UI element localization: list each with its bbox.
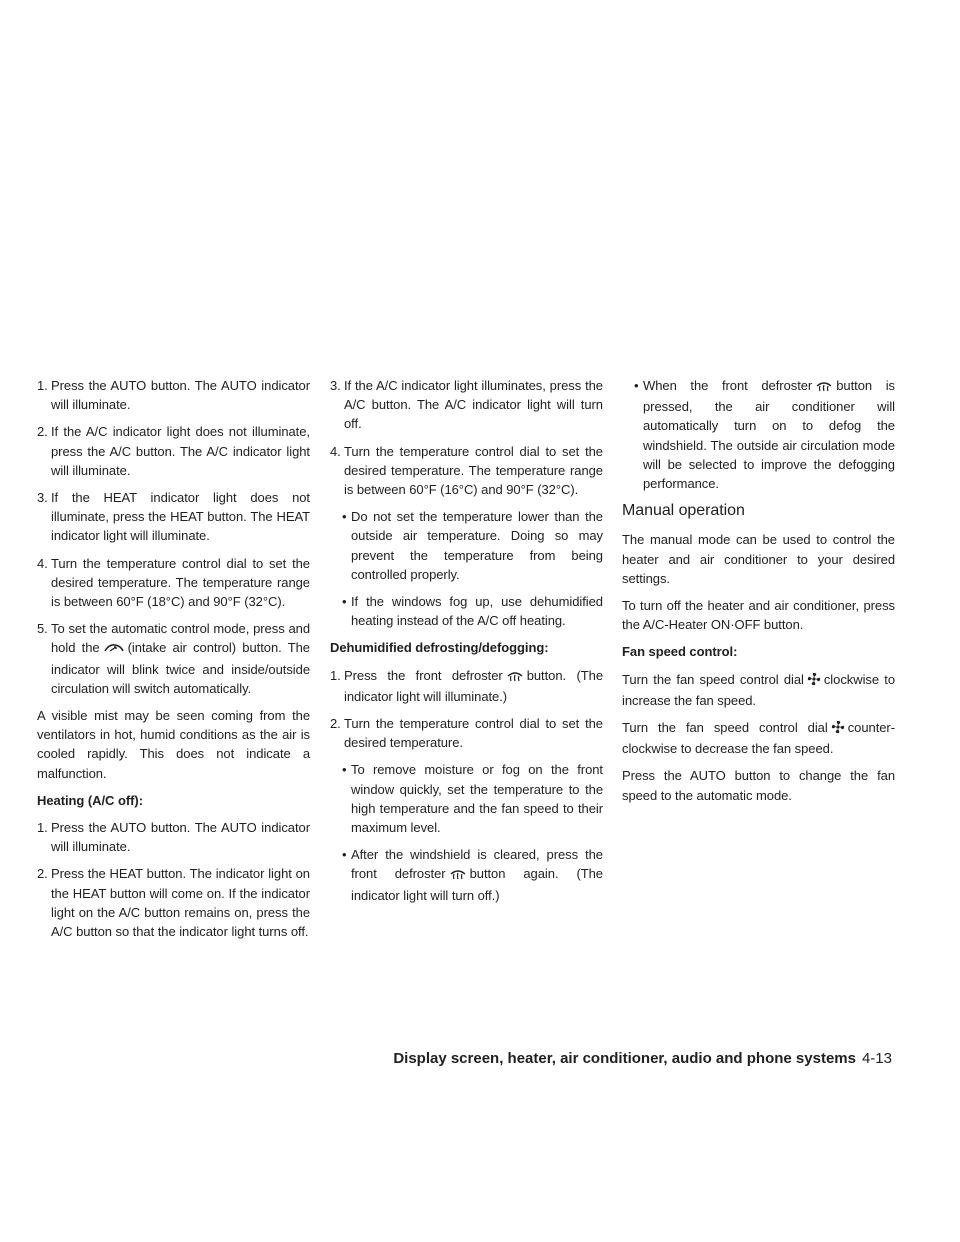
manual-mode-paragraph: The manual mode can be used to control the heater and air conditioner to your desired settings.: [622, 532, 895, 586]
heating-step-4: 4. Turn the temperature control dial to set the desired temperature. The temperature range is between 60°F (16°C) and 90°F (32°C).: [330, 443, 603, 498]
column-1: [37, 376, 310, 949]
bullet-fog-note: • If the windows fog up, use dehumidified heating instead of the A/C off heating.: [342, 594, 603, 629]
auto-step-5: 5. To set the automatic control mode, press and hold the (intake air control) button. The indicator will blink twice and inside/outside circulation will switch automatically.: [37, 621, 310, 696]
fan-icon: [807, 672, 821, 691]
auto-step-4: 4. Turn the temperature control dial to set the desired temperature. The temperature range is between 60°F (18°C) and 90°F (32°C).: [37, 555, 310, 610]
mist-note: A visible mist may be seen coming from the ventilators in hot, humid conditions as the air is cooled rapidly. This does not indicate a malfunction.: [37, 708, 310, 781]
page-footer: [330, 1050, 892, 1067]
defrost-step-2: 2. Turn the temperature control dial to set the desired temperature.: [330, 716, 603, 751]
page-number: 4-13: [861, 1050, 892, 1067]
auto-step-1: 1. Press the AUTO button. The AUTO indicator will illuminate.: [37, 378, 310, 413]
column-3: [622, 376, 895, 813]
turn-off-paragraph: To turn off the heater and air conditioner, press the A/C-Heater ON·OFF button.: [622, 598, 895, 633]
defrost-heading: Dehumidified defrosting/defogging:: [330, 640, 549, 656]
fan-decrease-paragraph: Turn the fan speed control dial counter-clockwise to decrease the fan speed.: [622, 720, 895, 757]
heating-step-1: 1. Press the AUTO button. The AUTO indicator will illuminate.: [37, 820, 310, 855]
manual-operation-heading: Manual operation: [622, 502, 745, 520]
bullet-defroster-pressed: • When the front defroster button is pressed, the air conditioner will automatically turn on to defog the windshield. The outside air circulation mode will be selected to improve the defogging performance.: [634, 378, 895, 492]
heating-heading: Heating (A/C off):: [37, 792, 143, 808]
front-defroster-icon: [449, 866, 467, 885]
fan-speed-heading: Fan speed control:: [622, 644, 738, 660]
front-defroster-icon: [506, 668, 524, 687]
front-defroster-icon: [815, 378, 833, 397]
bullet-windshield-cleared: • After the windshield is cleared, press the front defroster button again. (The indicator light will turn off.): [342, 847, 603, 903]
auto-step-2: 2. If the A/C indicator light does not illuminate, press the A/C button. The A/C indicator light will illuminate.: [37, 424, 310, 478]
heating-step-3: 3. If the A/C indicator light illuminates, press the A/C button. The A/C indicator light will turn off.: [330, 378, 603, 432]
intake-air-icon: [103, 640, 125, 659]
bullet-remove-moisture: • To remove moisture or fog on the front window quickly, set the temperature to the high temperature and the fan speed to their maximum level.: [342, 762, 603, 836]
fan-icon: [831, 720, 845, 739]
auto-fan-paragraph: Press the AUTO button to change the fan speed to the automatic mode.: [622, 768, 895, 803]
defrost-step-1: 1. Press the front defroster button. (The indicator light will illuminate.): [330, 667, 604, 704]
footer-title: Display screen, heater, air conditioner, audio and phone systems: [393, 1050, 856, 1067]
heating-step-2: 2. Press the HEAT button. The indicator light on the HEAT button will come on. If the indicator light on the A/C button remains on, press the A/C button so that the indicator light turns off.: [37, 866, 310, 940]
bullet-temperature-note: • Do not set the temperature lower than the outside air temperature. Doing so may prevent the temperature from being controlled properly.: [342, 509, 603, 582]
auto-step-3: 3. If the HEAT indicator light does not illuminate, press the HEAT button. The HEAT indicator light will illuminate.: [37, 490, 310, 544]
fan-increase-paragraph: Turn the fan speed control dial clockwise to increase the fan speed.: [622, 671, 895, 708]
column-2: [330, 376, 603, 913]
